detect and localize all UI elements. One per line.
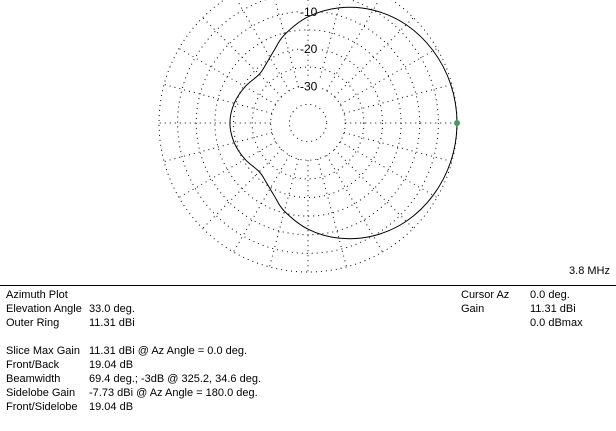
info-value: 11.31 dBi	[530, 303, 576, 315]
ring-label: -10	[300, 4, 318, 19]
info-value: 69.4 deg.; -3dB @ 325.2, 34.6 deg.	[89, 373, 262, 385]
grid-spoke	[164, 84, 272, 113]
grid-spoke	[334, 149, 413, 228]
info-value: 19.04 dB	[89, 401, 134, 413]
ring-label: -30	[300, 79, 318, 94]
ring-label: -20	[300, 42, 318, 56]
info-label: Cursor Az	[461, 289, 510, 301]
grid-spoke	[234, 155, 290, 252]
grid-ring	[234, 49, 383, 198]
ring-labels	[299, 5, 321, 94]
info-label: Azimuth Plot	[6, 289, 68, 301]
grid-spoke	[269, 0, 298, 87]
info-value: 11.31 dBi	[89, 317, 135, 329]
info-value: 11.31 dBi @ Az Angle = 0.0 deg.	[89, 345, 248, 357]
info-label: Elevation Angle	[6, 303, 82, 315]
grid-spoke	[340, 142, 437, 198]
grid-spoke	[327, 0, 383, 91]
info-label: Front/Sidelobe	[6, 401, 78, 413]
info-value: 0.0 deg.	[530, 289, 570, 301]
gain-pattern-line	[230, 4, 457, 238]
frequency-label: 3.8 MHz	[569, 265, 610, 277]
grid-spoke	[179, 142, 276, 198]
grid-spoke	[179, 49, 276, 105]
grid-ring	[215, 30, 401, 216]
info-label: Outer Ring	[6, 317, 60, 329]
grid-spoke	[340, 49, 437, 105]
grid-spoke	[344, 133, 452, 162]
grid-ring	[289, 104, 326, 141]
divider-line	[0, 285, 616, 286]
grid-spoke	[318, 0, 347, 87]
info-value: 33.0 deg.	[89, 303, 135, 315]
polar-grid	[159, 0, 457, 272]
info-label: Slice Max Gain	[6, 345, 80, 357]
info-label: Sidelobe Gain	[6, 387, 76, 399]
cursor-marker[interactable]	[454, 120, 460, 126]
grid-spoke	[344, 84, 452, 113]
info-label: Gain	[461, 303, 485, 315]
info-value: 0.0 dBmax	[530, 317, 583, 329]
grid-spoke	[234, 0, 290, 91]
info-label: Beamwidth	[6, 373, 61, 385]
grid-spoke	[269, 159, 298, 267]
grid-ring	[271, 86, 346, 161]
grid-spoke	[334, 18, 413, 97]
info-value: 19.04 dB	[89, 359, 134, 371]
info-value: -7.73 dBi @ Az Angle = 180.0 deg.	[89, 387, 258, 399]
info-label: Front/Back	[6, 359, 60, 371]
